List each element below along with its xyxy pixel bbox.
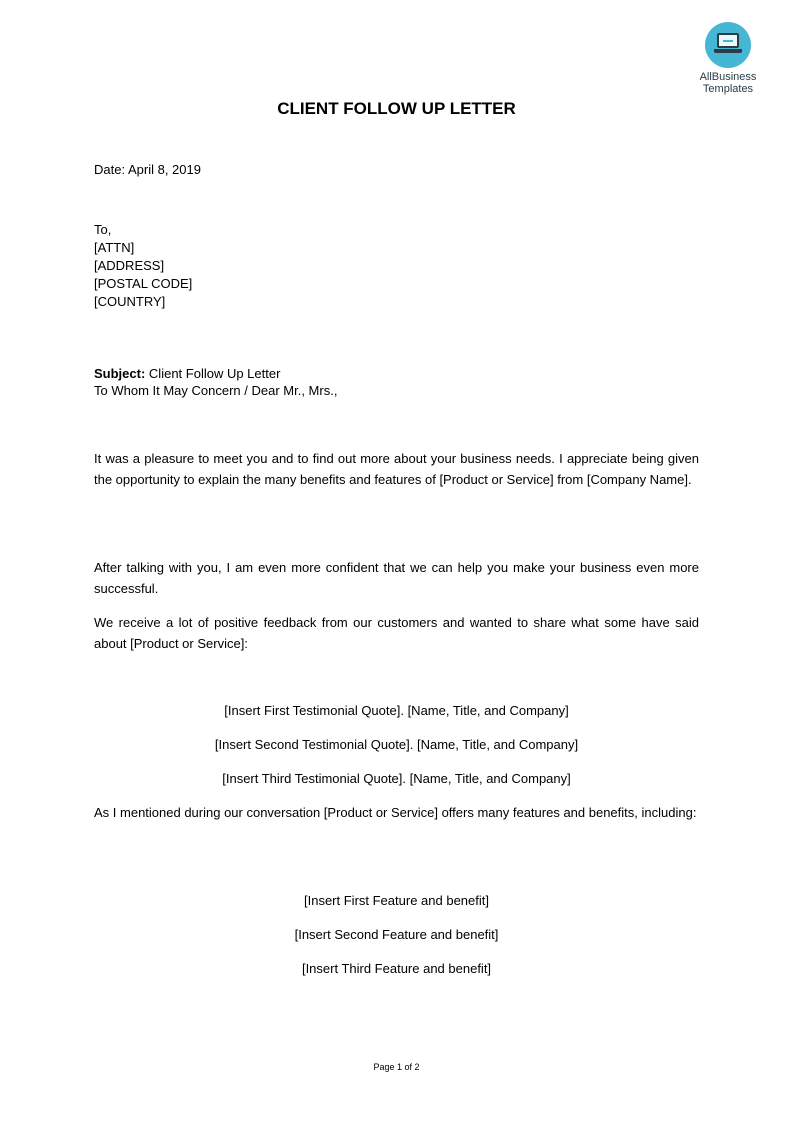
paragraph-1: It was a pleasure to meet you and to find out more about your business needs. I appreciate being given the opportunity to explain the many benefits and features of [Product or Service] from [Company Name].: [94, 451, 699, 487]
address-country: [COUNTRY]: [94, 294, 166, 309]
address-address: [ADDRESS]: [94, 258, 165, 273]
page-title: CLIENT FOLLOW UP LETTER: [277, 99, 516, 118]
subject-line: [94, 365, 280, 383]
date-line: Date: April 8, 2019: [94, 162, 201, 177]
subject-label: Subject:: [94, 366, 146, 381]
address-postal: [POSTAL CODE]: [94, 276, 193, 291]
testimonial-2: [Insert Second Testimonial Quote]. [Name, Title, and Company]: [214, 737, 579, 752]
testimonial-1: [Insert First Testimonial Quote]. [Name, Title, and Company]: [224, 703, 569, 718]
logo-text-line2: Templates: [702, 83, 754, 95]
paragraph-4: As I mentioned during our conversation [Product or Service] offers many features and benefits, including:: [94, 805, 697, 820]
paragraph-2: After talking with you, I am even more confident that we can help you make your business even more successful.: [94, 560, 699, 596]
laptop-icon: [705, 22, 751, 68]
paragraph-3: We receive a lot of positive feedback from our customers and wanted to share what some have said about [Product or Service]:: [94, 615, 699, 651]
page-number: Page 1 of 2: [373, 1062, 420, 1072]
address-to: To,: [94, 222, 112, 237]
feature-3: [Insert Third Feature and benefit]: [301, 961, 492, 976]
feature-2: [Insert Second Feature and benefit]: [294, 927, 499, 942]
address-attn: [ATTN]: [94, 240, 135, 255]
feature-1: [Insert First Feature and benefit]: [304, 893, 489, 908]
logo: [690, 22, 766, 95]
logo-text-line1: AllBusiness: [699, 71, 757, 83]
subject-value: Client Follow Up Letter: [148, 366, 281, 381]
salutation: To Whom It May Concern / Dear Mr., Mrs.,: [94, 383, 338, 398]
testimonial-3: [Insert Third Testimonial Quote]. [Name, Title, and Company]: [222, 771, 571, 786]
